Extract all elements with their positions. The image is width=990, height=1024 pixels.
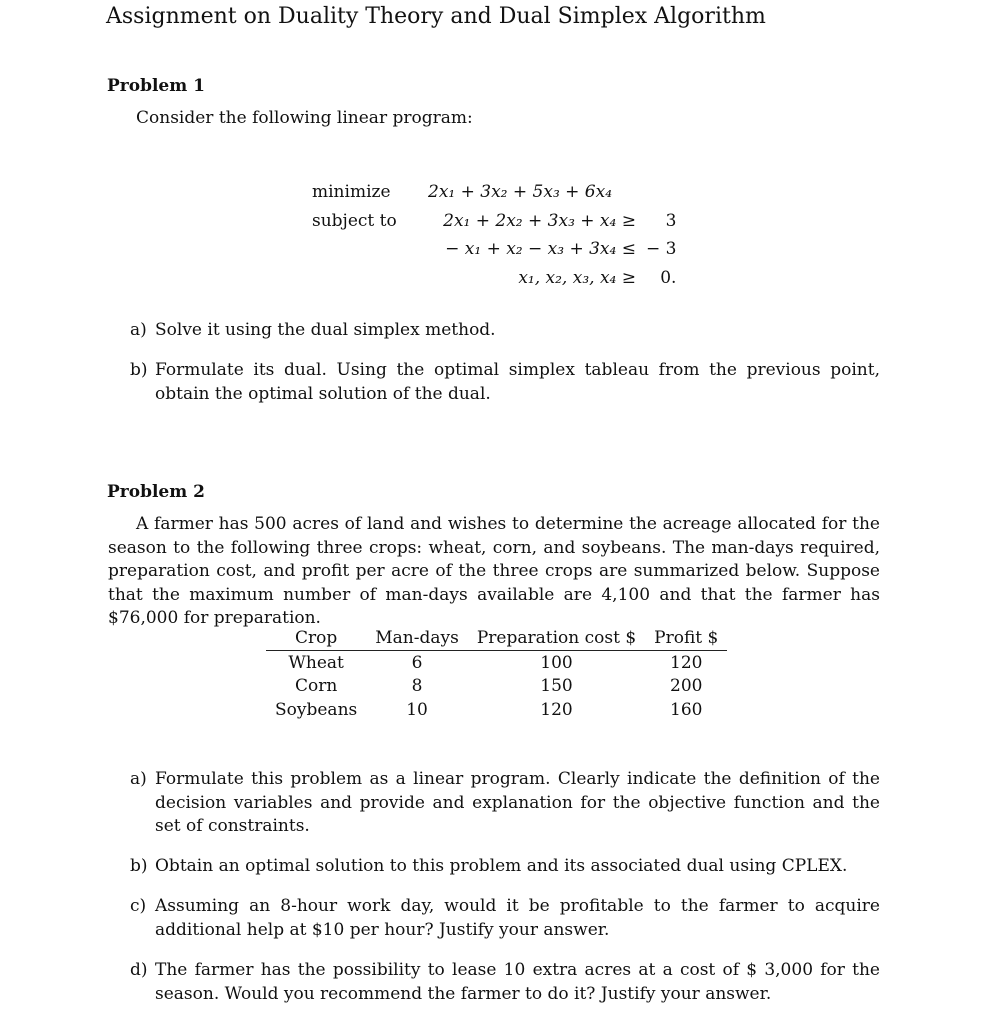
constraint-2-lhs: − x₁ + x₂ − x₃ + 3x₄ ≤ [445, 239, 636, 260]
table-cell: Wheat [288, 652, 344, 673]
item-label: a) [130, 320, 147, 340]
linear-program [312, 178, 676, 292]
table-cell: 120 [540, 699, 573, 720]
problem-2-item-b [130, 855, 880, 879]
minimize-label: minimize [312, 182, 391, 203]
crop-table [266, 626, 727, 722]
problem-2-item-c [130, 895, 880, 942]
item-label: c) [130, 896, 147, 916]
item-label: a) [130, 769, 147, 789]
table-row [266, 651, 727, 675]
item-text: Formulate this problem as a linear program. Clearly indicate the definition of the decision variables and provide and explanation for the objective function and the set of constraints. [155, 769, 880, 836]
item-text: The farmer has the possibility to lease 10 extra acres at a cost of $ 3,000 for the season. Would you recommend the farmer to do it? Justify your answer. [155, 960, 880, 1004]
constraint-1-rhs: 3 [665, 210, 677, 231]
problem-2-paragraph [108, 513, 880, 631]
item-label: b) [130, 360, 148, 380]
table-row [266, 675, 727, 699]
problem-1-item-b [130, 359, 880, 406]
table-cell: 160 [670, 699, 703, 720]
constraint-2-rhs: − 3 [646, 239, 677, 260]
objective-function: 2x₁ + 3x₂ + 5x₃ + 6x₄ [428, 182, 613, 203]
table-cell: 150 [540, 676, 573, 697]
column-header: Man-days [366, 626, 468, 651]
table-cell: 10 [406, 699, 428, 720]
column-header: Profit $ [645, 626, 727, 651]
constraint-3-lhs: x₁, x₂, x₃, x₄ ≥ [518, 267, 636, 288]
item-text: Obtain an optimal solution to this problem and its associated dual using CPLEX. [155, 856, 848, 876]
item-text: Solve it using the dual simplex method. [155, 320, 496, 340]
table-cell: 6 [411, 652, 423, 673]
constraint-3-rhs: 0. [660, 267, 677, 288]
column-header: Crop [266, 626, 366, 651]
table-cell: 200 [670, 676, 703, 697]
table-row [266, 698, 727, 722]
problem-2-heading: Problem 2 [107, 482, 205, 502]
constraint-1-lhs: 2x₁ + 2x₂ + 3x₃ + x₄ ≥ [443, 210, 636, 231]
problem-1-item-a [130, 319, 880, 343]
table-cell: 120 [670, 652, 703, 673]
item-label: b) [130, 856, 148, 876]
problem-1-intro: Consider the following linear program: [136, 108, 473, 128]
table-cell: 8 [411, 676, 423, 697]
item-label: d) [130, 960, 148, 980]
table-cell: 100 [540, 652, 573, 673]
problem-2-item-a [130, 768, 880, 839]
item-text: Formulate its dual. Using the optimal simplex tableau from the previous point, obtain the optimal solution of the dual. [155, 360, 880, 404]
table-cell: Soybeans [275, 699, 358, 720]
item-text: Assuming an 8-hour work day, would it be profitable to the farmer to acquire additional help at $10 per hour? Justify your answer. [155, 896, 880, 940]
table-cell: Corn [294, 676, 338, 697]
column-header: Preparation cost $ [468, 626, 645, 651]
problem-1-heading: Problem 1 [107, 76, 205, 96]
problem-2-paragraph-text: A farmer has 500 acres of land and wishes to determine the acreage allocated for the season to the following three crops: wheat, corn, and soybeans. The man-days required, preparation cost, and profit per acre of the three crops are summarized below. Suppose that the maximum number of man-days available are 4,100 and that the farmer has $76,000 for preparation. [108, 514, 880, 628]
document-title: Assignment on Duality Theory and Dual Simplex Algorithm [106, 4, 766, 29]
subject-to-label: subject to [312, 210, 397, 231]
problem-2-item-d [130, 959, 880, 1006]
table-header-row [266, 626, 727, 651]
